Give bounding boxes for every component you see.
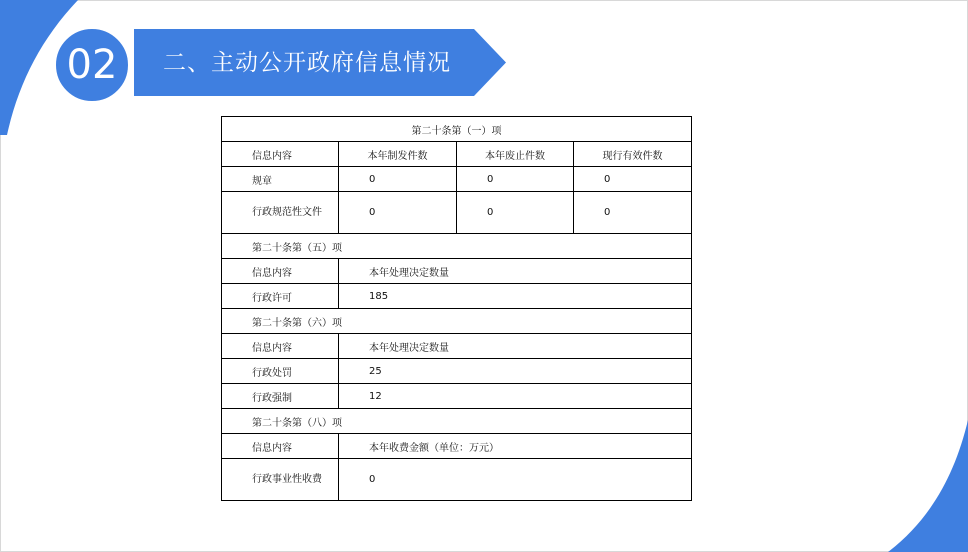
row-label: 行政规范性文件 [252,206,322,218]
header-cell: 现行有效件数 [574,142,692,167]
header-cell: 信息内容 [222,259,339,284]
header-cell: 信息内容 [222,334,339,359]
value-cell: 0 [339,192,457,234]
section-number: 02 [53,26,131,104]
header-cell: 信息内容 [222,142,339,167]
table-row [222,192,692,234]
value-cell: 0 [457,192,574,234]
section-title-cell: 第二十条第（六）项 [222,309,692,334]
section-row [222,309,692,334]
value-cell: 0 [457,167,574,192]
section-title-cell: 第二十条第（八）项 [222,409,692,434]
section-title: 二、主动公开政府信息情况 [163,50,451,76]
section-title-cell: 第二十条第（一）项 [222,117,692,142]
row-label: 行政强制 [222,384,339,409]
info-table [221,116,692,501]
header-row [222,334,692,359]
value-cell: 0 [339,459,692,501]
value-cell: 0 [574,167,692,192]
row-label: 行政许可 [222,284,339,309]
value-cell: 0 [574,192,692,234]
header-row [222,259,692,284]
header-row [222,434,692,459]
section-row [222,234,692,259]
table-row [222,359,692,384]
header-cell: 本年处理决定数量 [339,334,692,359]
section-row [222,409,692,434]
section-row [222,117,692,142]
header-cell: 本年收费金额（单位：万元） [339,434,692,459]
row-label: 行政处罚 [222,359,339,384]
value-cell: 12 [339,384,692,409]
header-cell: 本年处理决定数量 [339,259,692,284]
row-label-cell [222,459,339,501]
table-row [222,459,692,501]
header-cell: 信息内容 [222,434,339,459]
value-cell: 25 [339,359,692,384]
value-cell: 185 [339,284,692,309]
bottom-right-arc-shape [888,420,968,552]
table-row [222,284,692,309]
table-row [222,384,692,409]
row-label: 规章 [222,167,339,192]
table-row [222,167,692,192]
row-label-cell [222,192,339,234]
header-row [222,142,692,167]
header-cell: 本年废止件数 [457,142,574,167]
section-title-cell: 第二十条第（五）项 [222,234,692,259]
value-cell: 0 [339,167,457,192]
header-cell: 本年制发件数 [339,142,457,167]
row-label: 行政事业性收费 [252,473,322,485]
